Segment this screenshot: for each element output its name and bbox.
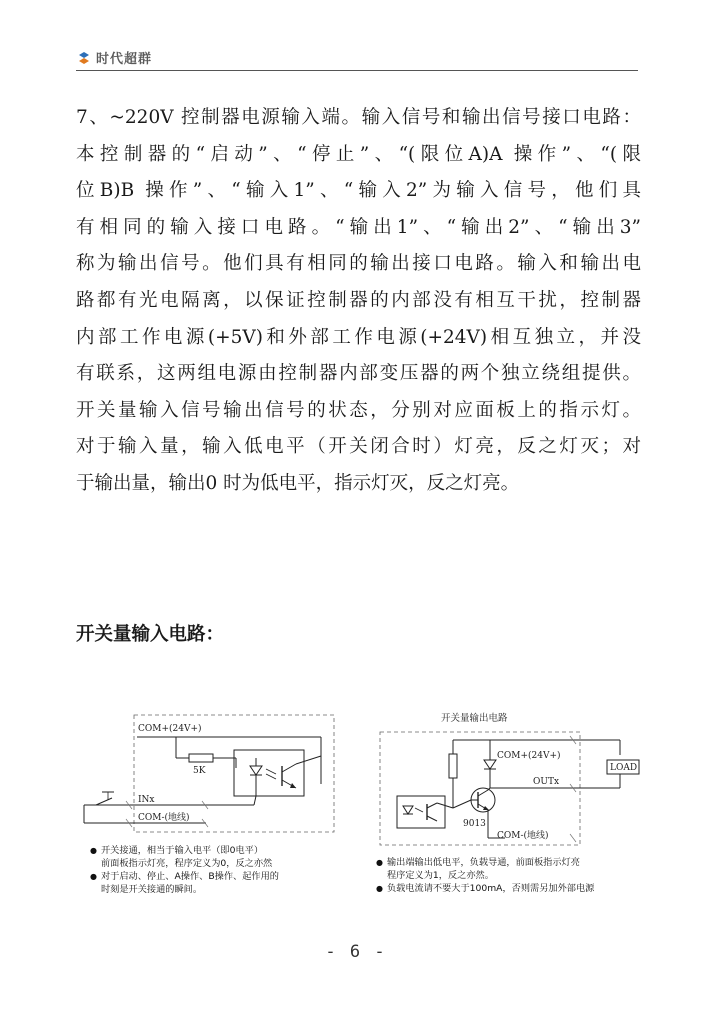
inx-label: INx [138, 795, 155, 805]
note-item: ● 输出端输出低电平，负载导通，前面板指示灯亮 程序定义为1，反之亦然。 [376, 856, 640, 882]
section-heading: 开关量输入电路： [76, 624, 225, 645]
com-minus-label: COM-(地线) [138, 813, 190, 823]
led-icon [250, 766, 262, 775]
logo-text: 时代超群 [96, 52, 153, 67]
optocoupler [397, 796, 445, 828]
body-line: 内部工作电源(+5V)和外部工作电源(+24V)相互独立，并没 [76, 326, 641, 348]
body-line: 于输出量，输出0 时为低电平，指示灯灭，反之灯亮。 [76, 472, 520, 494]
body-line: 7、~220V 控制器电源输入端。输入信号和输出信号接口电路： [76, 107, 641, 128]
com-plus-label: COM+(24V+) [138, 724, 202, 734]
input-circuit-notes [90, 844, 350, 896]
resistor-5k [189, 754, 213, 762]
transistor-label: 9013 [463, 819, 486, 829]
body-line: 有相同的输入接口电路。“输出1”、“输出2”、“输出3” [76, 216, 641, 238]
page-header [76, 44, 638, 71]
input-circuit-diagram [76, 712, 341, 840]
note-item: ● 开关接通，相当于输入电平（即0电平） 前面板指示灯亮，程序定义为0，反之亦然 [90, 844, 350, 870]
body-line: 开关量输入信号输出信号的状态，分别对应面板上的指示灯。 [76, 399, 641, 421]
output-circuit-notes [376, 856, 640, 895]
body-line: 对于输入量，输入低电平（开关闭合时）灯亮，反之灯灭；对 [76, 436, 641, 458]
resistor-label: 5K [193, 766, 206, 776]
note-item: ● 负载电流请不要大于100mA，否则需另加外部电源 [376, 882, 640, 895]
body-line: 位B)B 操作”、“输入1”、“输入2”为输入信号，他们具 [76, 180, 641, 202]
body-line: 称为输出信号。他们具有相同的输出接口电路。输入和输出电 [76, 253, 641, 275]
load-label: LOAD [610, 763, 638, 773]
body-line: 路都有光电隔离，以保证控制器的内部没有相互干扰，控制器 [76, 289, 641, 311]
com-plus-label: COM+(24V+) [497, 751, 561, 761]
pullup-resistor [449, 754, 457, 778]
output-circuit-title: 开关量输出电路 [441, 713, 508, 724]
page-number: - 6 - [325, 942, 387, 962]
com-minus-label: COM-(地线) [497, 831, 549, 841]
protection-diode-icon [484, 760, 496, 769]
output-circuit-diagram [375, 708, 640, 848]
note-item: ● 对于启动、停止、A操作、B操作、起作用的 时刻是开关接通的瞬间。 [90, 870, 350, 896]
body-line: 本控制器的“启动”、“停止”、“(限位A)A 操作”、“(限 [76, 143, 641, 165]
company-logo [76, 48, 152, 67]
outx-label: OUTx [533, 777, 560, 787]
logo-icon [76, 50, 92, 66]
body-paragraph [76, 100, 641, 503]
optocoupler [234, 750, 304, 796]
led-icon [403, 806, 413, 814]
body-line: 有联系，这两组电源由控制器内部变压器的两个独立绕组提供。 [76, 363, 641, 385]
switch-icon [96, 798, 112, 805]
